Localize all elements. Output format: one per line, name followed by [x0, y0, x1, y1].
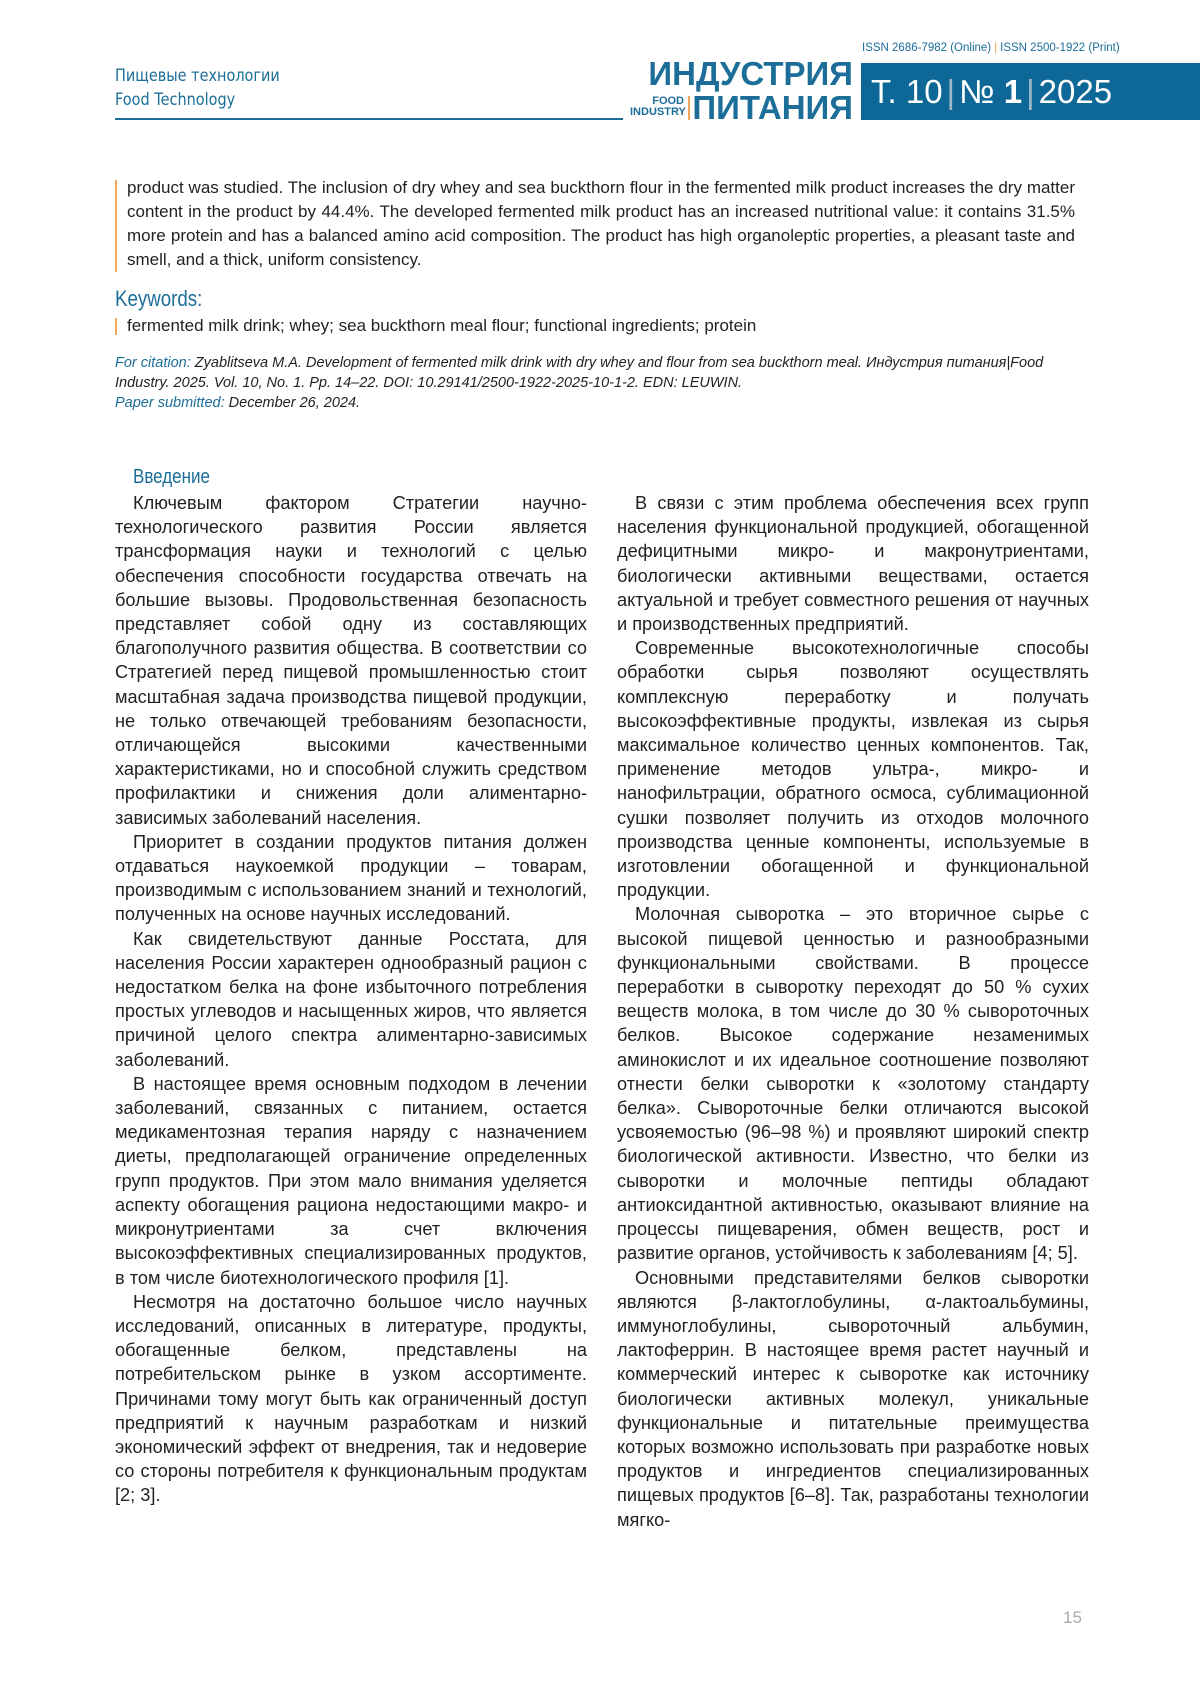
left-column — [115, 491, 587, 1508]
paragraph: Как свидетельствуют данные Росстата, для населения России характерен однообразный рацион с недостатком белка на фоне избыточного потребления простых углеводов и насыщенных жиров, что является причиной целого спектра алиментарно-зависимых заболеваний. — [115, 927, 587, 1072]
number-label: № — [959, 73, 994, 110]
keywords-title: Keywords: — [115, 286, 202, 312]
paragraph: В настоящее время основным подходом в лечении заболеваний, связанных с питанием, остается медикаментозная терапия наряду с назначением диеты, предполагающей ограничение определенных групп продуктов. При этом мало внимания уделяется аспекту обогащения рациона недостающими макро- и микронутриентами за счет включения высокоэффективных специализированных продуктов, в том числе биотехнологического профиля [1]. — [115, 1072, 587, 1290]
issn-divider: | — [991, 42, 1000, 54]
keywords-text: fermented milk drink; whey; sea buckthorn meal flour; functional ingredients; protein — [127, 314, 756, 338]
keywords-marker — [115, 318, 117, 335]
paragraph: Ключевым фактором Стратегии научно-технологического развития России является трансформация науки и технологий с целью обеспечения способности государства отвечать на большие вызовы. Продовольственная безопасность представляет собой одну из составляющих благополучного развития общества. В соответствии со Стратегией перед пищевой промышленностью стоит масштабная задача производства пищевой продукции, не только отвечающей требованиям безопасности, отличающейся высокими качественными характеристиками, но и способной служить средством профилактики и снижения доли алиментарно-зависимых заболеваний населения. — [115, 491, 587, 830]
abstract-text: product was studied. The inclusion of dry whey and sea buckthorn flour in the fermented milk product increases the dry matter content in the product by 44.4%. The developed fermented milk product has an increased nutritional value: it contains 31.5% more protein and has a balanced amino acid composition. The product has high organoleptic properties, a pleasant taste and smell, and a thick, uniform consistency. — [127, 176, 1075, 272]
journal-section — [115, 64, 280, 112]
right-column — [617, 491, 1089, 1532]
issue-banner: Т. 10 | № 1 | 2025 — [861, 63, 1200, 120]
submitted-label: Paper submitted: — [115, 395, 225, 411]
paragraph: Молочная сыворотка – это вторичное сырье с высокой пищевой ценностью и разнообразными функциональными свойствами. В процессе переработки в сыворотку переходят до 50 % сухих веществ молока, в том числе до 30 % сывороточных белков. Высокое содержание незаменимых аминокислот и их идеальное соотношение позволяют отнести белки сыворотки к «золотому стандарту белка». Сывороточные белки отличаются высокой усвояемостью (96–98 %) и проявляют широкий спектр биологической активности. Известно, что белки из сыворотки и молочные пептиды обладают антиоксидантной активностью, оказывают влияние на процессы пищеварения, обмен веществ, рост и развитие органов, устойчивость к заболеваниям [4; 5]. — [617, 902, 1089, 1265]
paragraph: Несмотря на достаточно большое число научных исследований, описанных в литературе, продукты, обогащенные белком, представлены на потребительском рынке в узком ассортименте. Причинами тому могут быть как ограниченный доступ предприятий к научным разработкам и низкий экономический эффект от внедрения, так и недоверие со стороны потребителя к функциональным продуктам [2; 3]. — [115, 1290, 587, 1508]
page-number: 15 — [1063, 1608, 1082, 1628]
logo-food-industry — [630, 96, 684, 118]
paragraph: В связи с этим проблема обеспечения всех групп населения функциональной продукцией, обогащенной дефицитными микро- и макронутриентами, биологически активными веществами, остается актуальной и требует совместного решения от научных и производственных предприятий. — [617, 491, 1089, 636]
paragraph: Современные высокотехнологичные способы обработки сырья позволяют осуществлять комплексную переработку и получать высокоэффективные продукты, извлекая из сырья максимальное количество ценных компонентов. Так, применение методов ультра-, микро- и нанофильтрации, обратного осмоса, сублимационной сушки позволяет получить из отходов молочного производства ценные компоненты, используемые в изготовлении обогащенной и функциональной продукции. — [617, 636, 1089, 902]
paragraph: Приоритет в создании продуктов питания должен отдаваться наукоемкой продукции – товарам, производимым с использованием знаний и технологий, полученных на основе научных исследований. — [115, 830, 587, 927]
logo-title-bottom: ПИТАНИЯ — [692, 91, 853, 125]
logo-food: FOOD — [630, 96, 684, 107]
header-rule — [115, 118, 623, 120]
year: 2025 — [1039, 73, 1112, 110]
issn — [862, 42, 1120, 54]
citation — [115, 353, 1075, 413]
citation-text: Zyablitseva M.A. Development of fermented milk drink with dry whey and flour from sea buckthorn meal. Индустрия питания|Food Industry. 2025. Vol. 10, No. 1. Pp. 14–22. DOI: 10.29141/2500-1922-2025-10-1-2. EDN: LEUWIN. — [115, 355, 1043, 391]
logo-divider — [688, 96, 690, 120]
section-heading: Введение — [133, 466, 210, 489]
section-ru: Пищевые технологии — [115, 64, 280, 88]
abstract-marker — [115, 180, 117, 272]
submitted-date: December 26, 2024. — [229, 395, 360, 411]
issn-online: ISSN 2686-7982 (Online) — [862, 42, 991, 54]
paragraph: Основными представителями белков сыворотки являются β-лактоглобулины, α-лактоальбумины, иммуноглобулины, сывороточный альбумин, лактоферрин. В настоящее время растет научный и коммерческий интерес к сыворотке как источнику биологически активных молекул, уникальные функциональные и питательные преимущества которых возможно использовать при разработке новых продуктов и ингредиентов специализированных пищевых продуктов [6–8]. Так, разработаны технологии мягко- — [617, 1266, 1089, 1532]
citation-label: For citation: — [115, 355, 191, 371]
logo-title-top: ИНДУСТРИЯ — [648, 57, 853, 91]
volume: Т. 10 — [871, 73, 943, 110]
logo-industry: INDUSTRY — [630, 107, 684, 118]
section-en: Food Technology — [115, 88, 280, 112]
issue-number: 1 — [1004, 73, 1022, 110]
issn-print: ISSN 2500-1922 (Print) — [1000, 42, 1120, 54]
